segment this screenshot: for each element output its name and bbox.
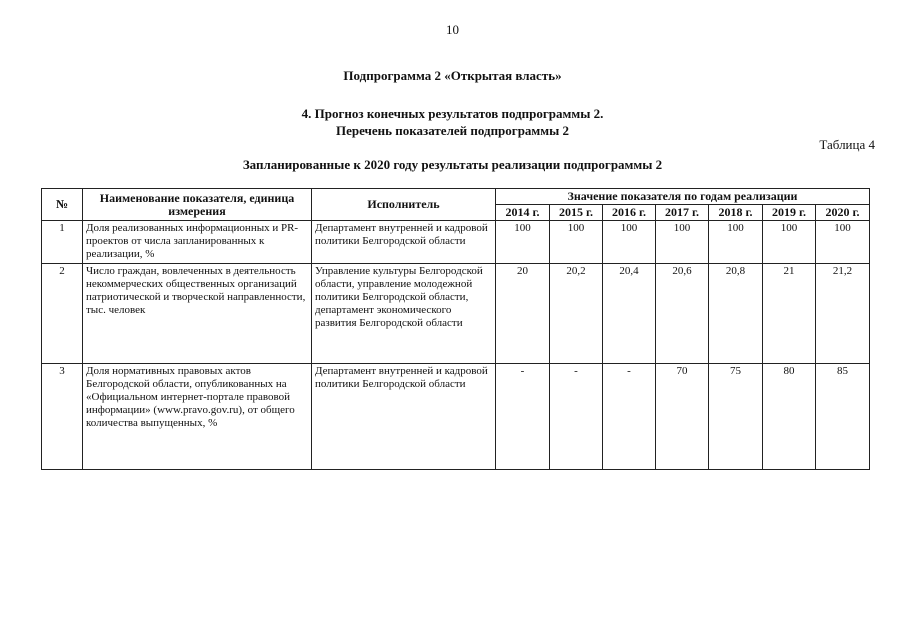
header-row-top (42, 189, 870, 205)
row-value: 85 (816, 364, 870, 470)
header-year: 2017 г. (656, 205, 709, 221)
row-executor: Управление культуры Белгородской области, управление молодежной политики Белгородской области, департамент экономического развития Белгородской области (312, 264, 496, 364)
section-title-line-1: 4. Прогноз конечных результатов подпрограммы 2. (301, 106, 604, 121)
row-value: 20,2 (550, 264, 603, 364)
section-title-line-2: Перечень показателей подпрограммы 2 (335, 123, 570, 138)
row-name: Число граждан, вовлеченных в деятельность некоммерческих общественных организаций патриотической и творческой направленности, тыс. человек (83, 264, 312, 364)
header-num: № (42, 189, 83, 221)
row-num: 3 (42, 364, 83, 470)
row-value: 100 (709, 221, 763, 264)
row-name: Доля нормативных правовых актов Белгородской области, опубликованных на «Официальном интернет-портале правовой информации» (www.pravo.gov.ru), от общего количества выпущенных, % (83, 364, 312, 470)
page-number: 10 (446, 22, 459, 37)
row-executor: Департамент внутренней и кадровой политики Белгородской области (312, 364, 496, 470)
row-name: Доля реализованных информационных и PR-проектов от числа запланированных к реализации, % (83, 221, 312, 264)
row-value: 20,8 (709, 264, 763, 364)
table-row (42, 264, 870, 364)
header-year: 2020 г. (816, 205, 870, 221)
row-value: 20 (496, 264, 550, 364)
header-year: 2014 г. (496, 205, 550, 221)
row-value: - (496, 364, 550, 470)
row-value: 100 (763, 221, 816, 264)
row-value: 100 (496, 221, 550, 264)
row-value: 21 (763, 264, 816, 364)
row-value: 100 (816, 221, 870, 264)
section-title (0, 105, 905, 139)
header-year: 2019 г. (763, 205, 816, 221)
header-executor: Исполнитель (312, 189, 496, 221)
header-year: 2018 г. (709, 205, 763, 221)
row-value: 80 (763, 364, 816, 470)
row-value: - (603, 364, 656, 470)
row-value: 70 (656, 364, 709, 470)
row-value: 20,6 (656, 264, 709, 364)
row-value: 20,4 (603, 264, 656, 364)
row-value: 100 (603, 221, 656, 264)
row-num: 2 (42, 264, 83, 364)
indicators-table (41, 188, 870, 470)
row-num: 1 (42, 221, 83, 264)
subprogram-title: Подпрограмма 2 «Открытая власть» (343, 68, 562, 83)
row-value: 21,2 (816, 264, 870, 364)
row-value: - (550, 364, 603, 470)
header-values-group: Значение показателя по годам реализации (496, 189, 870, 205)
header-year: 2015 г. (550, 205, 603, 221)
row-value: 100 (550, 221, 603, 264)
row-value: 100 (656, 221, 709, 264)
table-row (42, 364, 870, 470)
row-value: 75 (709, 364, 763, 470)
header-name: Наименование показателя, единица измерения (83, 189, 312, 221)
row-executor: Департамент внутренней и кадровой политики Белгородской области (312, 221, 496, 264)
table-row (42, 221, 870, 264)
table-title: Запланированные к 2020 году результаты реализации подпрограммы 2 (242, 157, 663, 172)
table-caption: Таблица 4 (819, 137, 875, 152)
header-year: 2016 г. (603, 205, 656, 221)
